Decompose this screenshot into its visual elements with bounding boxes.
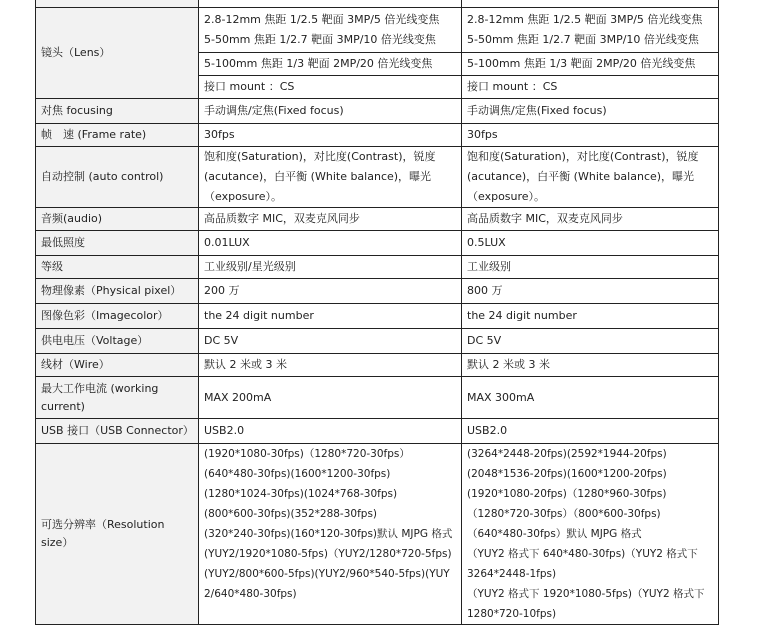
table-row-top [36,0,719,8]
lens-value-col3 [462,8,719,53]
lens-line: 2.8-12mm 焦距 1/2.5 靶面 3MP/5 倍光线变焦 [467,13,703,26]
lens-label: 镜头（Lens） [36,8,199,99]
spec-table [35,0,719,625]
min-illumination-value-col2: 0.01LUX [199,231,462,256]
usb-label: USB 接口（USB Connector） [36,419,199,444]
resolution-line: （YUY2 格式下 1920*1080-5fps)（YUY2 格式下 [467,588,705,600]
table-row-grade [36,256,719,279]
cut-off-label [36,0,199,8]
resolution-value-col2 [199,444,462,625]
table-row-audio [36,208,719,231]
table-row-frame-rate [36,124,719,147]
table-row-lens [36,8,719,53]
lens-value-col3: 5-100mm 焦距 1/3 靶面 2MP/20 倍光线变焦 [462,53,719,76]
image-color-label: 图像色彩（Imagecolor） [36,304,199,329]
resolution-line: (800*600-30fps)(352*288-30fps) [204,508,378,520]
resolution-label: 可选分辨率（Resolution size） [36,444,199,625]
grade-value-col2: 工业级别/星光级别 [199,256,462,279]
cut-off-cell [462,0,719,8]
max-current-label: 最大工作电流 (working current) [36,377,199,419]
min-illumination-label: 最低照度 [36,231,199,256]
resolution-line: (320*240-30fps)(160*120-30fps)默认 MJPG 格式 [204,528,453,540]
resolution-line: （YUY2 格式下 640*480-30fps)（YUY2 格式下 [467,548,698,560]
wire-value-col3: 默认 2 米或 3 米 [462,354,719,377]
audio-label: 音频(audio) [36,208,199,231]
auto-control-line: (acutance)，白平衡 (White balance)，曝光 [467,170,695,183]
auto-control-line: （exposure）。 [204,190,283,203]
table-row-auto-control [36,147,719,208]
frame-rate-value-col2: 30fps [199,124,462,147]
resolution-line: (640*480-30fps)(1600*1200-30fps) [204,468,391,480]
voltage-value-col3: DC 5V [462,329,719,354]
table-row-wire [36,354,719,377]
table-row-voltage [36,329,719,354]
auto-control-value-col3 [462,147,719,208]
image-color-value-col2: the 24 digit number [199,304,462,329]
resolution-line: 2/640*480-30fps) [204,588,297,600]
grade-label: 等级 [36,256,199,279]
max-current-value-col3: MAX 300mA [462,377,719,419]
resolution-line: (1920*1080-20fps)（1280*960-30fps) [467,488,667,500]
lens-line: 5-50mm 焦距 1/2.7 靶面 3MP/10 倍光线变焦 [204,33,436,46]
physical-pixel-label: 物理像素（Physical pixel） [36,279,199,304]
focusing-value-col3: 手动调焦/定焦(Fixed focus) [462,99,719,124]
auto-control-line: （exposure）。 [467,190,546,203]
table-row-image-color [36,304,719,329]
resolution-line: 1280*720-10fps) [467,608,557,620]
grade-value-col3: 工业级别 [462,256,719,279]
resolution-line: （640*480-30fps）默认 MJPG 格式 [467,528,642,540]
wire-value-col2: 默认 2 米或 3 米 [199,354,462,377]
resolution-line: （1280*720-30fps）（800*600-30fps) [467,508,661,520]
lens-value-col2: 5-100mm 焦距 1/3 靶面 2MP/20 倍光线变焦 [199,53,462,76]
auto-control-value-col2 [199,147,462,208]
lens-mount-col2: 接口 mount ：CS [199,76,462,99]
resolution-line: (3264*2448-20fps)(2592*1944-20fps) [467,448,667,460]
table-row-resolution [36,444,719,625]
table-row-max-current [36,377,719,419]
resolution-line: (YUY2/800*600-5fps)(YUY2/960*540-5fps)(YUY [204,568,450,580]
max-current-value-col2: MAX 200mA [199,377,462,419]
audio-value-col3: 高品质数字 MIC，双麦克风同步 [462,208,719,231]
audio-value-col2: 高品质数字 MIC，双麦克风同步 [199,208,462,231]
auto-control-line: 饱和度(Saturation)，对比度(Contrast)，锐度 [204,150,436,163]
lens-line: 2.8-12mm 焦距 1/2.5 靶面 3MP/5 倍光线变焦 [204,13,440,26]
auto-control-line: (acutance)，白平衡 (White balance)，曝光 [204,170,432,183]
cut-off-cell [199,0,462,8]
table-row-physical-pixel [36,279,719,304]
auto-control-line: 饱和度(Saturation)，对比度(Contrast)，锐度 [467,150,699,163]
min-illumination-value-col3: 0.5LUX [462,231,719,256]
voltage-label: 供电电压（Voltage） [36,329,199,354]
spec-sheet [35,0,718,625]
frame-rate-value-col3: 30fps [462,124,719,147]
table-row-focusing [36,99,719,124]
image-color-value-col3: the 24 digit number [462,304,719,329]
lens-value-col2 [199,8,462,53]
usb-value-col2: USB2.0 [199,419,462,444]
focusing-label: 对焦 focusing [36,99,199,124]
resolution-value-col3 [462,444,719,625]
lens-line: 5-50mm 焦距 1/2.7 靶面 3MP/10 倍光线变焦 [467,33,699,46]
resolution-line: 3264*2448-1fps) [467,568,557,580]
auto-control-label: 自动控制 (auto control) [36,147,199,208]
focusing-value-col2: 手动调焦/定焦(Fixed focus) [199,99,462,124]
resolution-line: (1920*1080-30fps)（1280*720-30fps） [204,448,410,460]
table-row-usb [36,419,719,444]
usb-value-col3: USB2.0 [462,419,719,444]
resolution-line: (1280*1024-30fps)(1024*768-30fps) [204,488,398,500]
physical-pixel-value-col3: 800 万 [462,279,719,304]
table-row-min-illumination [36,231,719,256]
frame-rate-label: 帧 速 (Frame rate) [36,124,199,147]
resolution-line: (YUY2/1920*1080-5fps)（YUY2/1280*720-5fps) [204,548,452,560]
physical-pixel-value-col2: 200 万 [199,279,462,304]
lens-mount-col3: 接口 mount ：CS [462,76,719,99]
wire-label: 线材（Wire） [36,354,199,377]
resolution-line: (2048*1536-20fps)(1600*1200-20fps) [467,468,667,480]
voltage-value-col2: DC 5V [199,329,462,354]
